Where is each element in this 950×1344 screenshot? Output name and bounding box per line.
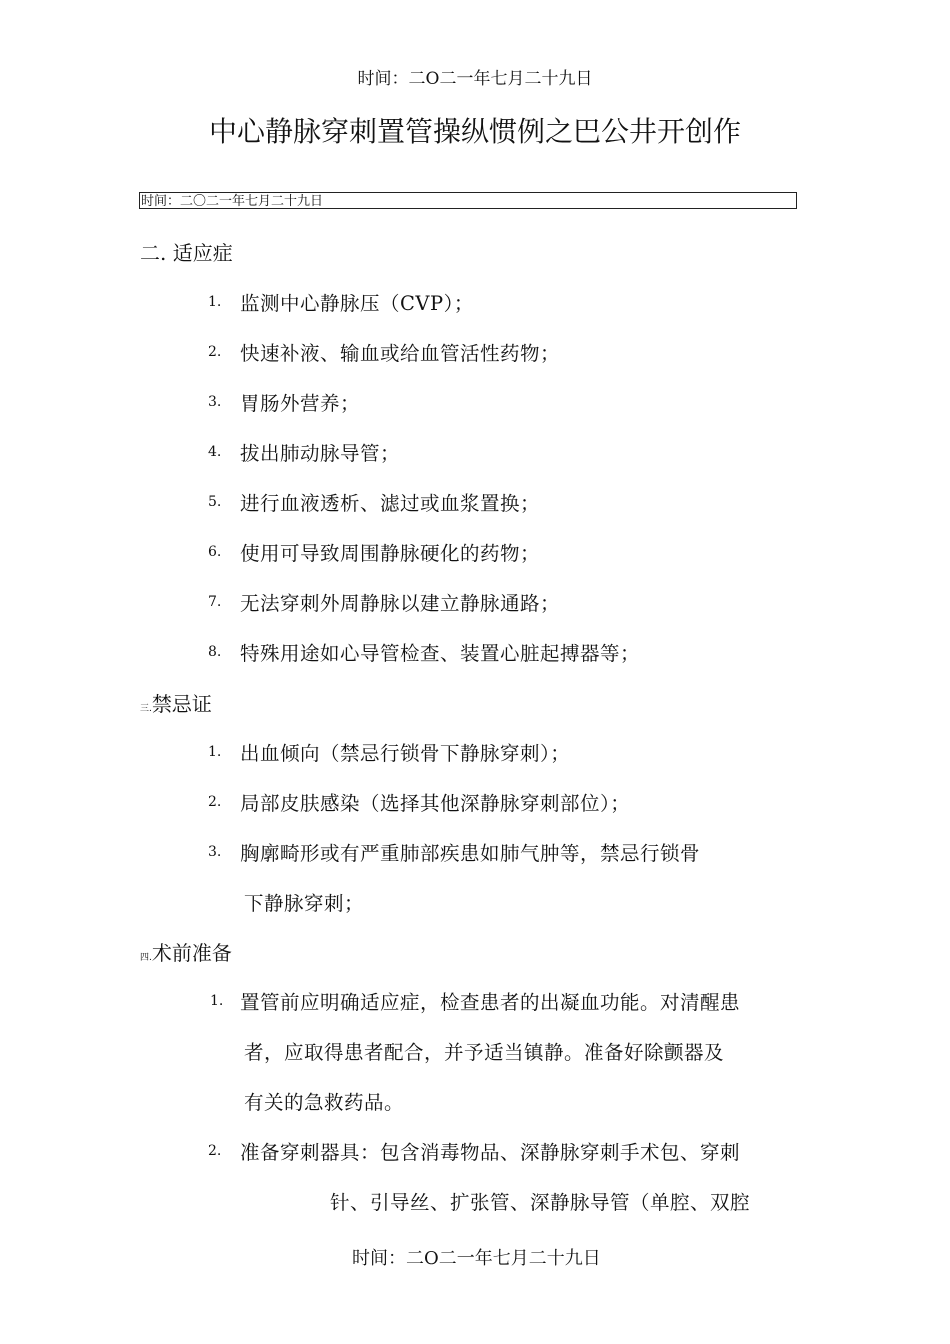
indication-number: 8. (208, 644, 222, 660)
contraindication-text: 局部皮肤感染（选择其他深静脉穿刺部位）； (240, 792, 631, 815)
document-title: 中心静脉穿刺置管操纵惯例之巴公井开创作 (208, 115, 741, 148)
indication-text: 监测中心静脉压（CVP）； (240, 292, 474, 315)
section-label: 禁忌证 (151, 692, 212, 716)
prep-number: 2. (208, 1143, 222, 1159)
contraindication-number: 3. (208, 844, 222, 860)
section-label: 术前准备 (151, 941, 232, 965)
indication-number: 7. (208, 594, 222, 610)
prep-text-continued: 针、引导丝、扩张管、深静脉导管（单腔、双腔 (330, 1191, 751, 1214)
contraindication-number: 2. (208, 794, 222, 810)
indication-number: 6. (208, 544, 222, 560)
prep-text-continued: 者，应取得患者配合，并予适当镇静。准备好除颤器及 (244, 1041, 725, 1064)
indication-text: 特殊用途如心导管检查、装置心脏起搏器等； (240, 642, 641, 665)
section-preparation-heading (140, 937, 232, 966)
prep-number: 1. (210, 993, 224, 1009)
page-footer: 时间：二O二一年七月二十九日 (352, 1248, 601, 1269)
indication-text: 使用可导致周围静脉硬化的药物； (240, 542, 541, 565)
indication-number: 4. (208, 444, 222, 460)
indication-text: 无法穿刺外周静脉以建立静脉通路； (240, 592, 561, 615)
indication-number: 1. (208, 294, 222, 310)
indication-text: 胃肠外营养； (240, 392, 361, 415)
indication-text: 拔出肺动脉导管； (240, 442, 401, 465)
contraindication-number: 1. (208, 744, 222, 760)
indication-text: 进行血液透析、滤过或血浆置换； (240, 492, 541, 515)
prep-text: 置管前应明确适应症，检查患者的出凝血功能。对清醒患 (240, 991, 741, 1014)
contraindication-text: 出血倾向（禁忌行锁骨下静脉穿刺）； (240, 742, 571, 765)
page-header: 时间：二O二一年七月二十九日 (357, 69, 593, 89)
prep-text: 准备穿刺器具：包含消毒物品、深静脉穿刺手术包、穿刺 (240, 1141, 741, 1164)
date-box: 时间：二〇二一年七月二十九日 (139, 192, 797, 209)
indication-number: 2. (208, 344, 222, 360)
contraindication-text: 胸廓畸形或有严重肺部疾患如肺气肿等，禁忌行锁骨 (240, 842, 701, 865)
indication-text: 快速补液、输血或给血管活性药物； (240, 342, 561, 365)
indication-number: 5. (208, 494, 222, 510)
contraindication-text-continued: 下静脉穿刺； (244, 892, 365, 915)
prep-text-continued: 有关的急救药品。 (244, 1091, 405, 1114)
section-prefix: 四. (140, 953, 152, 963)
section-contraindications-heading (140, 688, 212, 717)
section-indications-heading: 二. 适应症 (140, 241, 233, 265)
section-prefix: 三. (140, 704, 152, 714)
indication-number: 3. (208, 394, 222, 410)
